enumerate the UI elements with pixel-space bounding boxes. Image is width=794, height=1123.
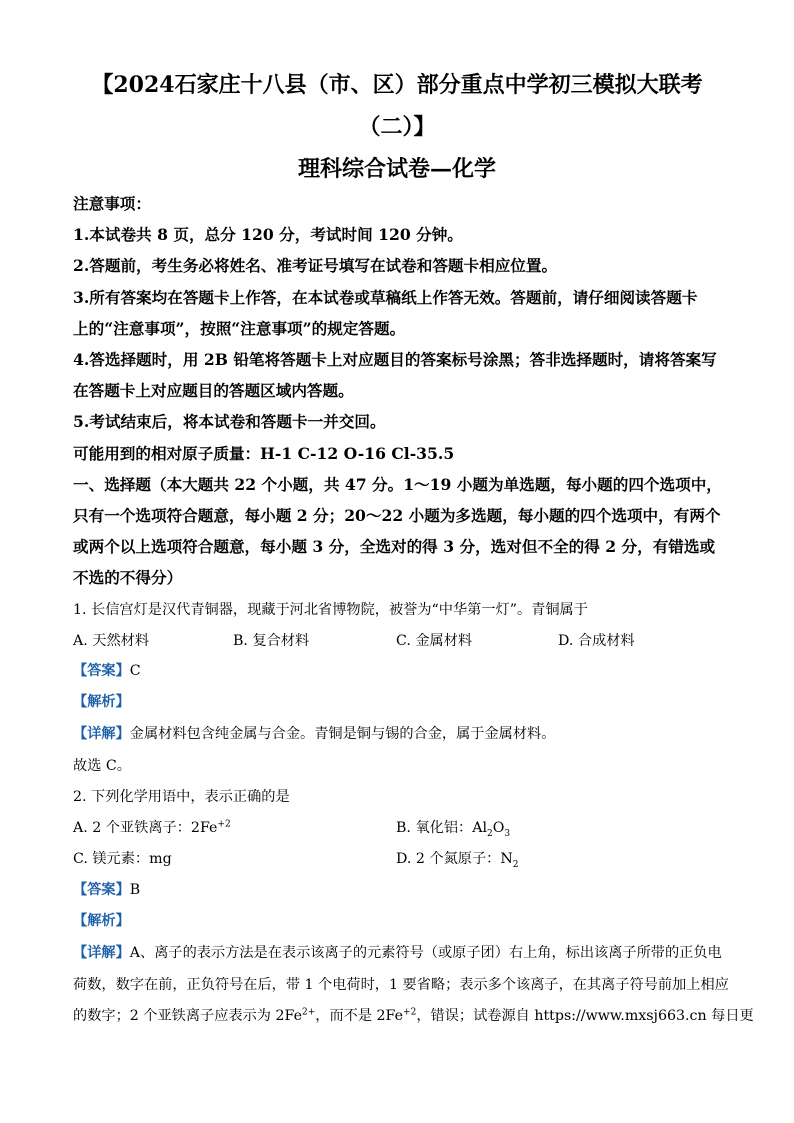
- q2-option-b-sub1: 2: [486, 828, 493, 839]
- q1-stem: 1. 长信宫灯是汉代青铜器，现藏于河北省博物院，被誉为“中华第一灯”。青铜属于: [73, 602, 588, 618]
- q2-detail3-b: ，而不是 2Fe: [315, 1008, 404, 1024]
- q2-option-a-sup: +2: [217, 819, 231, 830]
- q2-detail-line3: [73, 1005, 754, 1025]
- q1-conclusion: 故选 C。: [73, 758, 131, 774]
- q2-detail-text1: A、离子的表示方法是在表示该离子的元素符号（或原子团）右上角，标出该离子所带的正负电: [129, 945, 722, 961]
- q1-analysis-label: 解析: [87, 694, 116, 710]
- q2-detail-line2: 荷数，数字在前，正负符号在后，带 1 个电荷时，1 要省略；表示多个该离子，在其离子符号前加上相应: [73, 977, 729, 993]
- q2-detail3-c: ，错误；试卷源自 https://www.mxsj663.cn 每日更: [416, 1008, 754, 1024]
- q2-option-b: [396, 817, 510, 839]
- q2-option-d-sub: 2: [512, 859, 519, 870]
- q2-option-a: [73, 817, 231, 837]
- q2-detail-label: 详解: [87, 945, 116, 961]
- notice-item-5: 5.考试结束后，将本试卷和答题卡一并交回。: [73, 412, 386, 431]
- section1-intro-line1: 一、选择题（本大题共 22 个小题，共 47 分。1～19 小题为单选题，每小题的四个选项中，: [73, 475, 722, 494]
- section1-intro-line2: 只有一个选项符合题意，每小题 2 分；20～22 小题为多选题，每小题的四个选项中，有两个: [73, 506, 721, 525]
- notice-item-4a: 4.答选择题时，用 2B 铅笔将答题卡上对应题目的答案标号涂黑；答非选择题时，请将答案写: [73, 350, 717, 369]
- q1-answer: 【答案】C: [73, 663, 141, 679]
- q1-detail-label: 详解: [87, 726, 116, 742]
- q1-option-d: D. 合成材料: [558, 633, 635, 649]
- q2-stem: 2. 下列化学用语中，表示正确的是: [73, 789, 290, 805]
- q2-option-d-text: D. 2 个氮原子：N: [396, 851, 513, 867]
- q1-option-b: B. 复合材料: [233, 633, 310, 649]
- q2-detail3-a: 的数字；2 个亚铁离子应表示为 2Fe: [73, 1008, 302, 1024]
- notice-item-2: 2.答题前，考生务必将姓名、准考证号填写在试卷和答题卡相应位置。: [73, 256, 558, 275]
- q2-option-a-text: A. 2 个亚铁离子：2Fe: [73, 820, 218, 836]
- notice-heading: 注意事项：: [73, 194, 151, 213]
- atomic-mass-line: 可能用到的相对原子质量：H-1 C-12 O-16 Cl-35.5: [73, 444, 455, 463]
- q2-option-b-sub2: 3: [504, 828, 511, 839]
- q1-option-c: C. 金属材料: [396, 633, 473, 649]
- q2-answer: 【答案】B: [73, 882, 141, 898]
- notice-item-1: 1.本试卷共 8 页，总分 120 分，考试时间 120 分钟。: [73, 225, 463, 244]
- q2-option-c: C. 镁元素：mg: [73, 851, 172, 867]
- notice-item-3a: 3.所有答案均在答题卡上作答，在本试卷或草稿纸上作答无效。答题前，请仔细阅读答题卡: [73, 288, 698, 307]
- q2-answer-value: B: [129, 882, 141, 898]
- q1-analysis: 【解析】: [73, 694, 130, 710]
- section1-intro-line4: 不选的不得分）: [73, 568, 183, 587]
- q1-detail-text: 金属材料包含纯金属与合金。青铜是铜与锡的合金，属于金属材料。: [129, 726, 556, 742]
- q2-answer-label: 答案: [87, 882, 116, 898]
- q1-answer-label: 答案: [87, 663, 116, 679]
- q2-detail3-sup2: +2: [403, 1007, 417, 1018]
- notice-item-3b: 上的“注意事项”，按照“注意事项”的规定答题。: [73, 319, 406, 338]
- notice-item-4b: 在答题卡上对应题目的答题区域内答题。: [73, 381, 354, 400]
- q2-option-d: [396, 848, 519, 870]
- exam-title-line1: 【2024石家庄十八县（市、区）部分重点中学初三模拟大联考: [91, 72, 703, 98]
- q1-detail: 【详解】金属材料包含纯金属与合金。青铜是铜与锡的合金，属于金属材料。: [73, 726, 556, 742]
- q2-option-b-mid: O: [492, 820, 505, 836]
- q2-detail3-sup1: 2+: [301, 1007, 316, 1018]
- q2-analysis-label: 解析: [87, 913, 116, 929]
- exam-subtitle: 理科综合试卷—化学: [297, 156, 496, 182]
- section1-intro-line3: 或两个以上选项符合题意，每小题 3 分，全选对的得 3 分，选对但不全的得 2 分，有错选或: [73, 537, 716, 556]
- q2-analysis: 【解析】: [73, 913, 130, 929]
- exam-title-line2: （二）】: [358, 114, 436, 140]
- q1-option-a: A. 天然材料: [73, 633, 150, 649]
- q2-option-b-text: B. 氧化铝：Al: [396, 820, 487, 836]
- q2-detail-line1: 【详解】A、离子的表示方法是在表示该离子的元素符号（或原子团）右上角，标出该离子所带的正负电: [73, 945, 722, 961]
- q1-answer-value: C: [129, 663, 141, 679]
